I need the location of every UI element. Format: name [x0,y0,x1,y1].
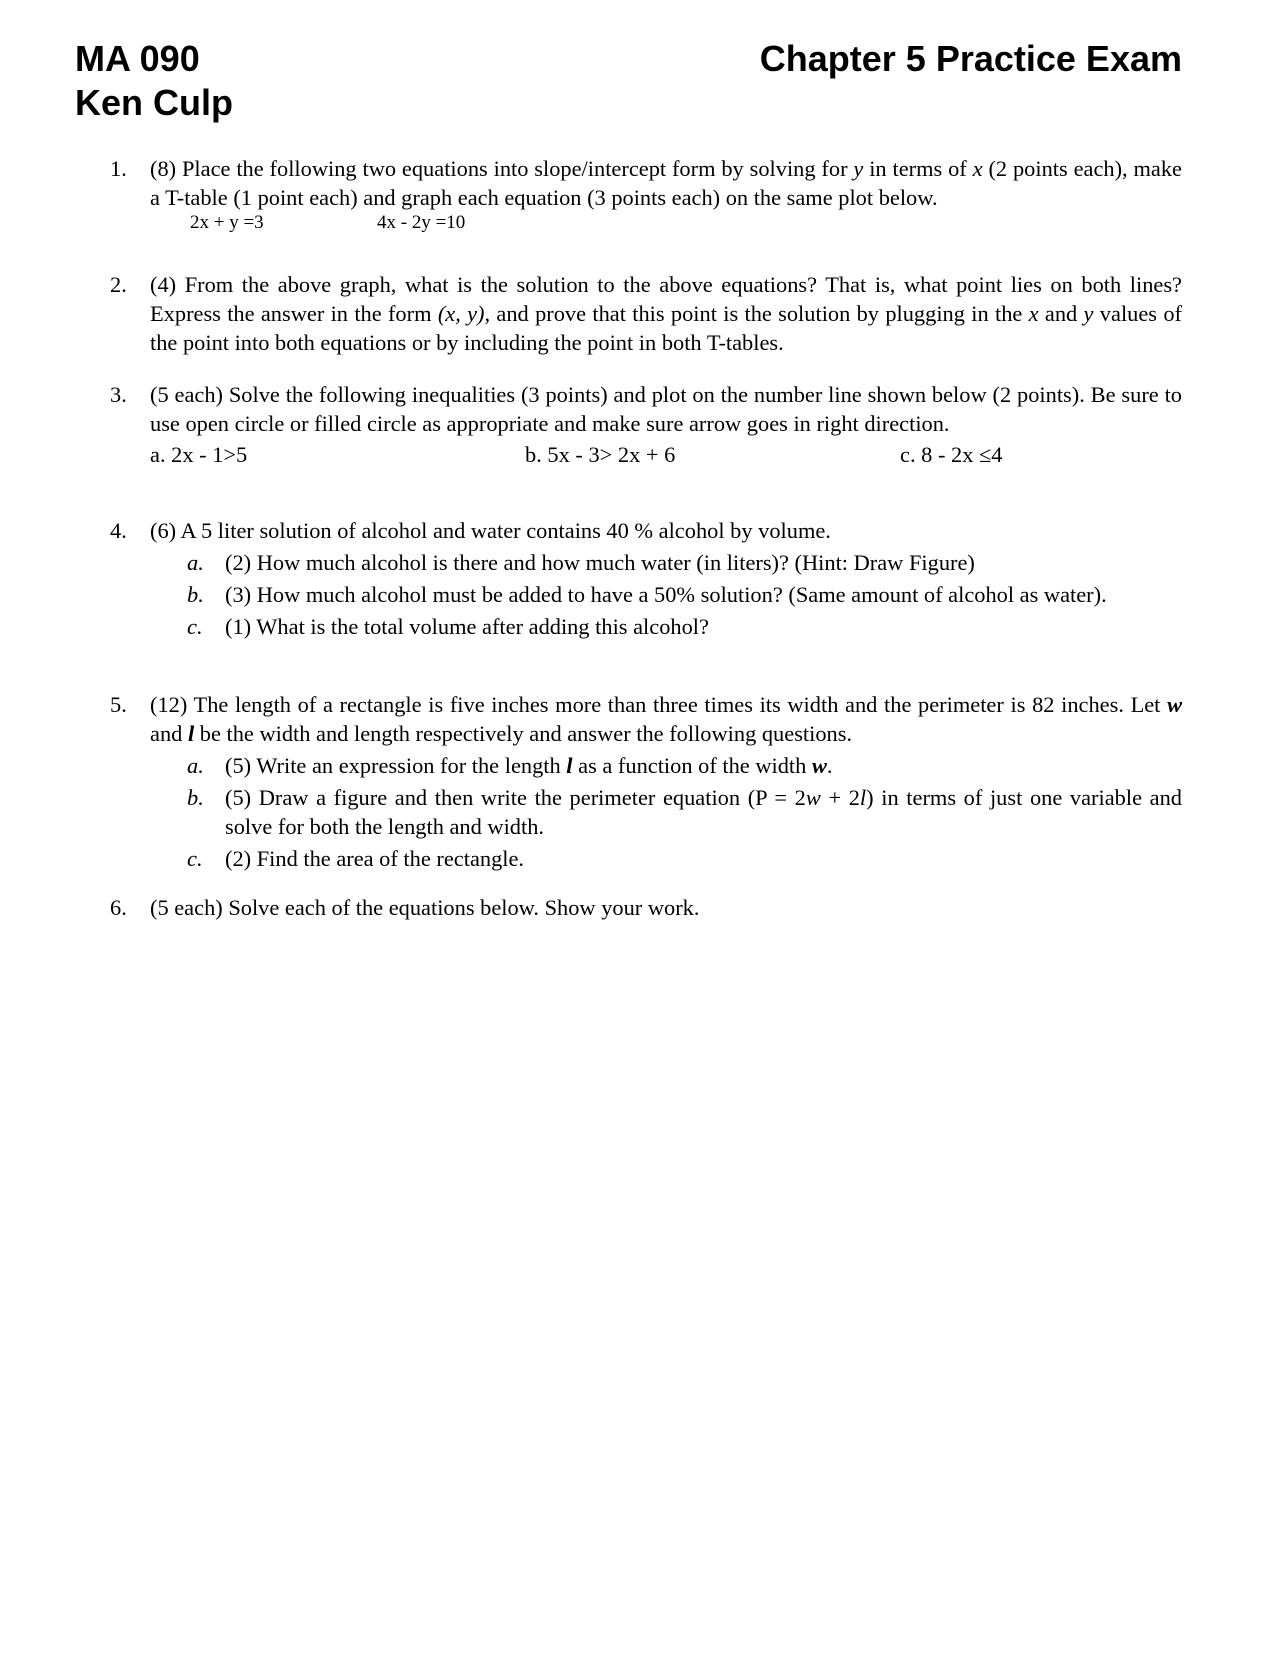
question-1 [110,154,1182,234]
question-text: (5 each) Solve the following inequalities (3 points) and plot on the number line shown below (2 points). Be sure to use open circle or filled circle as appropriate and make sure arrow goes in right direction. [150,382,1182,436]
part-a: a. (2) How much alcohol is there and how much water (in liters)? (Hint: Draw Figure) [187,550,975,575]
question-4 [110,516,1182,641]
inequality-a: a. 2x - 1>5 [150,442,248,467]
course-code: MA 090 [75,38,200,79]
question-text: (4) From the above graph, what is the solution to the above equations? That is, what point lies on both lines? Express the answer in the form (x, y), and prove that this point is the solution by plugging in the x and y values of the point into both equations or by including the point in both T-tables. [150,272,1182,355]
question-3 [110,380,1182,472]
part-b: b. (3) How much alcohol must be added to have a 50% solution? (Same amount of alcohol as water). [187,582,1107,607]
part-c: c. (2) Find the area of the rectangle. [187,846,525,871]
equation-row [110,212,1182,234]
inequality-b: b. 5x - 3> 2x + 6 [525,442,676,467]
question-number: 1. [110,156,127,181]
question-number: 2. [110,272,127,297]
equation-1: 2x + y =3 [190,212,264,233]
author-name: Ken Culp [75,82,233,123]
question-number: 4. [110,518,127,543]
inequality-row [110,438,1182,472]
part-b: b. (5) Draw a figure and then write the perimeter equation (P = 2w + 2l) in terms of just one variable and solve for both the length and width. [187,785,1182,839]
question-text: (12) The length of a rectangle is five inches more than three times its width and the perimeter is 82 inches. Let w and l be the width and length respectively and answer the following questions. [150,692,1182,746]
part-c: c. (1) What is the total volume after adding this alcohol? [187,614,709,639]
question-number: 6. [110,895,127,920]
exam-title: Chapter 5 Practice Exam [759,38,1182,79]
question-number: 5. [110,692,127,717]
question-text: (5 each) Solve each of the equations below. Show your work. [150,895,700,920]
inequality-c: c. 8 - 2x ≤4 [900,442,1003,467]
question-text: (8) Place the following two equations into slope/intercept form by solving for y in terms of x (2 points each), make a T-table (1 point each) and graph each equation (3 points each) on the same plot below. [150,156,1182,210]
part-a: a. (5) Write an expression for the length l as a function of the width w. [187,753,833,778]
question-text: (6) A 5 liter solution of alcohol and water contains 40 % alcohol by volume. [150,518,831,543]
equation-2: 4x - 2y =10 [377,212,466,233]
question-number: 3. [110,382,127,407]
question-5 [110,690,1182,873]
question-6 [110,893,1182,922]
question-2 [110,270,1182,357]
